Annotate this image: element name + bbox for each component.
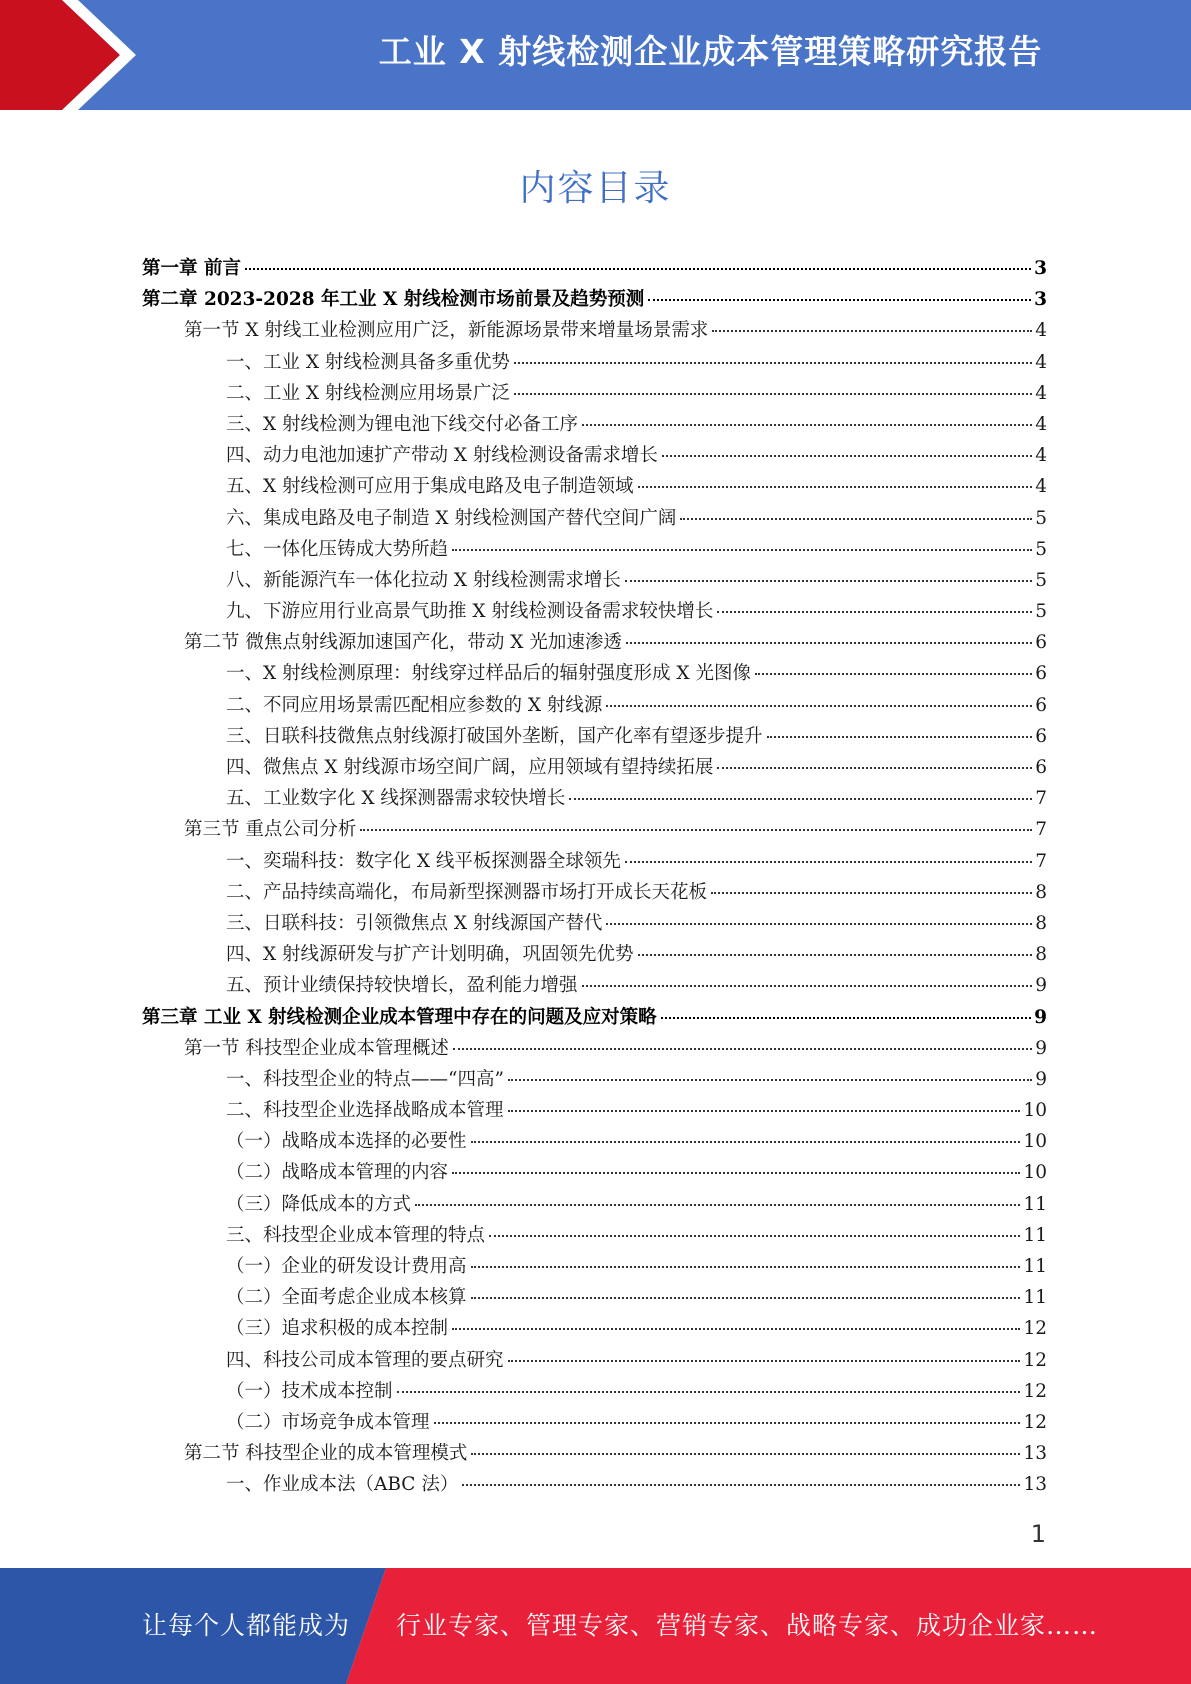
toc-entry[interactable] <box>142 659 1047 690</box>
toc-entry[interactable] <box>142 504 1047 535</box>
toc-entry[interactable] <box>142 285 1047 316</box>
toc-entry-page: 7 <box>1035 819 1047 841</box>
toc-entry[interactable] <box>142 1346 1047 1377</box>
toc-dot-leader <box>360 829 1032 831</box>
toc-dot-leader <box>755 673 1032 675</box>
toc-entry-title: 一、科技型企业的特点——“四高” <box>226 1068 504 1090</box>
toc-entry-page: 8 <box>1035 881 1047 903</box>
footer-banner <box>0 1568 1191 1684</box>
toc-entry-page: 12 <box>1023 1349 1047 1371</box>
toc-entry[interactable] <box>142 410 1047 441</box>
toc-entry-title: 三、日联科技微焦点射线源打破国外垄断，国产化率有望逐步提升 <box>226 725 763 747</box>
toc-entry[interactable] <box>142 815 1047 846</box>
toc-entry[interactable] <box>142 847 1047 878</box>
toc-entry[interactable] <box>142 691 1047 722</box>
toc-entry-page: 6 <box>1035 632 1047 654</box>
page-number: 1 <box>1030 1520 1046 1548</box>
toc-dot-leader <box>452 549 1032 551</box>
toc-entry-page: 6 <box>1035 694 1047 716</box>
toc-entry-page: 10 <box>1023 1100 1047 1122</box>
toc-entry[interactable] <box>142 1127 1047 1158</box>
toc-entry-title: 六、集成电路及电子制造 X 射线检测国产替代空间广阔 <box>226 507 677 529</box>
toc-entry-title: 七、一体化压铸成大势所趋 <box>226 538 449 560</box>
toc-entry-title: 第一节 科技型企业成本管理概述 <box>184 1037 449 1059</box>
toc-entry-page: 11 <box>1023 1287 1047 1309</box>
toc-entry-page: 13 <box>1023 1443 1047 1465</box>
toc-dot-leader <box>717 767 1032 769</box>
toc-entry-page: 5 <box>1035 538 1047 560</box>
toc-entry[interactable] <box>142 1252 1047 1283</box>
toc-entry-title: 五、预计业绩保持较快增长，盈利能力增强 <box>226 975 578 997</box>
toc-dot-leader <box>471 1266 1021 1268</box>
toc-dot-leader <box>245 268 1031 270</box>
toc-entry[interactable] <box>142 441 1047 472</box>
toc-dot-leader <box>662 455 1032 457</box>
footer-slogan-right: 行业专家、管理专家、营销专家、战略专家、成功企业家…… <box>396 1611 1099 1640</box>
toc-entry-page: 5 <box>1035 601 1047 623</box>
toc-entry[interactable] <box>142 1283 1047 1314</box>
toc-dot-leader <box>514 393 1032 395</box>
toc-entry[interactable] <box>142 1314 1047 1345</box>
toc-entry[interactable] <box>142 909 1047 940</box>
toc-entry[interactable] <box>142 940 1047 971</box>
toc-entry[interactable] <box>142 1470 1047 1501</box>
toc-entry-title: 二、产品持续高端化，布局新型探测器市场打开成长天花板 <box>226 881 708 903</box>
toc-entry-page: 5 <box>1035 569 1047 591</box>
toc-entry-page: 9 <box>1035 1037 1047 1059</box>
toc-entry-page: 9 <box>1035 975 1047 997</box>
toc-dot-leader <box>582 424 1032 426</box>
toc-dot-leader <box>606 705 1032 707</box>
toc-entry-title: 八、新能源汽车一体化拉动 X 射线检测需求增长 <box>226 569 621 591</box>
toc-entry-title: 四、X 射线源研发与扩产计划明确，巩固领先优势 <box>226 944 634 966</box>
toc-entry-title: （一）技术成本控制 <box>226 1380 393 1402</box>
toc-entry-title: （三）降低成本的方式 <box>226 1193 412 1215</box>
toc-entry-title: （二）市场竞争成本管理 <box>226 1411 430 1433</box>
toc-dot-leader <box>489 1235 1020 1237</box>
toc-entry-page: 11 <box>1023 1256 1047 1277</box>
toc-entry-title: 四、动力电池加速扩产带动 X 射线检测设备需求增长 <box>226 445 658 467</box>
toc-entry-title: 一、X 射线检测原理：射线穿过样品后的辐射强度形成 X 光图像 <box>226 663 751 685</box>
toc-dot-leader <box>712 330 1032 332</box>
toc-entry-title: 一、作业成本法（ABC 法） <box>226 1474 459 1496</box>
toc-entry[interactable] <box>142 628 1047 659</box>
toc-dot-leader <box>582 985 1033 987</box>
toc-entry-page: 6 <box>1035 757 1047 778</box>
toc-dot-leader <box>717 611 1032 613</box>
toc-entry-page: 12 <box>1023 1318 1047 1340</box>
toc-dot-leader <box>648 299 1031 301</box>
toc-entry[interactable] <box>142 1096 1047 1127</box>
toc-entry[interactable] <box>142 379 1047 410</box>
toc-entry[interactable] <box>142 566 1047 597</box>
toc-entry-page: 3 <box>1034 289 1047 311</box>
toc-entry[interactable] <box>142 1377 1047 1408</box>
toc-entry[interactable] <box>142 971 1047 1002</box>
toc-entry-page: 13 <box>1023 1474 1047 1496</box>
toc-entry[interactable] <box>142 878 1047 909</box>
toc-entry-title: 五、X 射线检测可应用于集成电路及电子制造领域 <box>226 476 634 498</box>
toc-dot-leader <box>625 861 1032 863</box>
toc-entry[interactable] <box>142 348 1047 379</box>
toc-entry[interactable] <box>142 1065 1047 1096</box>
toc-entry[interactable] <box>142 316 1047 347</box>
toc-entry-page: 9 <box>1034 1006 1047 1028</box>
toc-entry-title: 二、工业 X 射线检测应用场景广泛 <box>226 382 510 404</box>
toc-entry[interactable] <box>142 722 1047 753</box>
toc-entry-title: 四、微焦点 X 射线源市场空间广阔，应用领域有望持续拓展 <box>226 757 714 778</box>
toc-entry[interactable] <box>142 472 1047 503</box>
toc-entry[interactable] <box>142 753 1047 784</box>
toc-entry-title: 九、下游应用行业高景气助推 X 射线检测设备需求较快增长 <box>226 601 714 623</box>
toc-entry[interactable] <box>142 535 1047 566</box>
toc-entry-title: 一、奕瑞科技：数字化 X 线平板探测器全球领先 <box>226 850 621 872</box>
footer-slogan-left: 让每个人都能成为 <box>142 1611 351 1640</box>
red-chevron-icon <box>0 0 150 110</box>
toc-entry-page: 4 <box>1035 351 1047 373</box>
toc-entry-page: 6 <box>1035 663 1047 685</box>
toc-entry-title: （一）企业的研发设计费用高 <box>226 1256 467 1277</box>
toc-heading: 内容目录 <box>519 168 672 209</box>
toc-dot-leader <box>508 1110 1021 1112</box>
toc-entry-title: （三）追求积极的成本控制 <box>226 1318 449 1340</box>
toc-entry-page: 7 <box>1035 788 1047 810</box>
header-banner <box>0 0 1191 110</box>
toc-entry-page: 12 <box>1023 1380 1047 1402</box>
toc-dot-leader <box>415 1204 1020 1206</box>
toc-entry-page: 5 <box>1035 507 1047 529</box>
toc-entry[interactable] <box>142 254 1047 285</box>
toc-dot-leader <box>514 362 1032 364</box>
toc-entry[interactable] <box>142 597 1047 628</box>
toc-entry[interactable] <box>142 1408 1047 1439</box>
toc-dot-leader <box>471 1141 1021 1143</box>
toc-entry-page: 3 <box>1034 258 1047 279</box>
toc-entry-page: 9 <box>1035 1068 1047 1090</box>
toc-entry-title: 一、工业 X 射线检测具备多重优势 <box>226 351 510 373</box>
toc-dot-leader <box>767 736 1033 738</box>
toc-dot-leader <box>711 892 1032 894</box>
toc-entry[interactable] <box>142 1003 1047 1034</box>
toc-entry[interactable] <box>142 1158 1047 1189</box>
toc-dot-leader <box>625 580 1032 582</box>
toc-entry-page: 8 <box>1035 944 1047 966</box>
toc-entry-page: 11 <box>1023 1224 1047 1246</box>
toc-entry-title: 第二节 微焦点射线源加速国产化，带动 X 光加速渗透 <box>184 632 622 654</box>
toc-entry[interactable] <box>142 784 1047 815</box>
toc-dot-leader <box>397 1391 1021 1393</box>
toc-entry-page: 10 <box>1023 1162 1047 1184</box>
toc-entry-title: （二）全面考虑企业成本核算 <box>226 1287 467 1309</box>
toc-dot-leader <box>453 1048 1032 1050</box>
toc-entry-page: 4 <box>1035 413 1047 435</box>
toc-entry-title: 第二节 科技型企业的成本管理模式 <box>184 1443 468 1465</box>
toc-entry-title: 二、不同应用场景需匹配相应参数的 X 射线源 <box>226 694 603 716</box>
toc-entry-title: 四、科技公司成本管理的要点研究 <box>226 1349 504 1371</box>
toc-entry-page: 8 <box>1035 912 1047 934</box>
toc-dot-leader <box>434 1422 1021 1424</box>
toc-entry-title: （二）战略成本管理的内容 <box>226 1162 449 1184</box>
toc-entry[interactable] <box>142 1439 1047 1470</box>
toc-dot-leader <box>462 1484 1020 1486</box>
toc-entry[interactable] <box>142 1190 1047 1221</box>
toc-entry-page: 12 <box>1023 1411 1047 1433</box>
toc-dot-leader <box>508 1360 1021 1362</box>
toc-entry[interactable] <box>142 1221 1047 1252</box>
toc-entry-page: 4 <box>1035 476 1047 498</box>
toc-entry-page: 4 <box>1035 445 1047 467</box>
toc-dot-leader <box>569 798 1032 800</box>
toc-dot-leader <box>471 1297 1021 1299</box>
toc-entry-title: 三、X 射线检测为锂电池下线交付必备工序 <box>226 413 579 435</box>
toc-entry-page: 7 <box>1035 850 1047 872</box>
toc-entry-page: 4 <box>1035 320 1047 342</box>
toc-dot-leader <box>638 954 1033 956</box>
toc-entry-title: 三、日联科技：引领微焦点 X 射线源国产替代 <box>226 912 603 934</box>
toc-entry-title: （一）战略成本选择的必要性 <box>226 1131 467 1153</box>
toc-dot-leader <box>471 1453 1020 1455</box>
toc-dot-leader <box>626 642 1032 644</box>
toc-entry-page: 10 <box>1023 1131 1047 1153</box>
toc-dot-leader <box>680 518 1032 520</box>
report-title: 工业 X 射线检测企业成本管理策略研究报告 <box>378 32 1043 71</box>
toc-entry-title: 第一章 前言 <box>142 258 241 279</box>
toc-entry-title: 三、科技型企业成本管理的特点 <box>226 1224 486 1246</box>
toc-entry-title: 第二章 2023-2028 年工业 X 射线检测市场前景及趋势预测 <box>142 289 645 311</box>
toc-dot-leader <box>606 923 1032 925</box>
toc-dot-leader <box>638 486 1033 488</box>
toc-dot-leader <box>661 1017 1031 1019</box>
toc-dot-leader <box>452 1328 1020 1330</box>
toc-entry[interactable] <box>142 1034 1047 1065</box>
toc-entry-page: 6 <box>1035 725 1047 747</box>
toc-entry-title: 第三节 重点公司分析 <box>184 819 357 841</box>
table-of-contents <box>142 254 1047 1502</box>
toc-entry-title: 二、科技型企业选择战略成本管理 <box>226 1100 504 1122</box>
toc-dot-leader <box>508 1079 1032 1081</box>
toc-dot-leader <box>452 1172 1020 1174</box>
toc-entry-page: 11 <box>1023 1193 1047 1215</box>
toc-entry-title: 第一节 X 射线工业检测应用广泛，新能源场景带来增量场景需求 <box>184 320 709 342</box>
toc-entry-page: 4 <box>1035 382 1047 404</box>
toc-entry-title: 第三章 工业 X 射线检测企业成本管理中存在的问题及应对策略 <box>142 1006 657 1028</box>
toc-entry-title: 五、工业数字化 X 线探测器需求较快增长 <box>226 788 566 810</box>
